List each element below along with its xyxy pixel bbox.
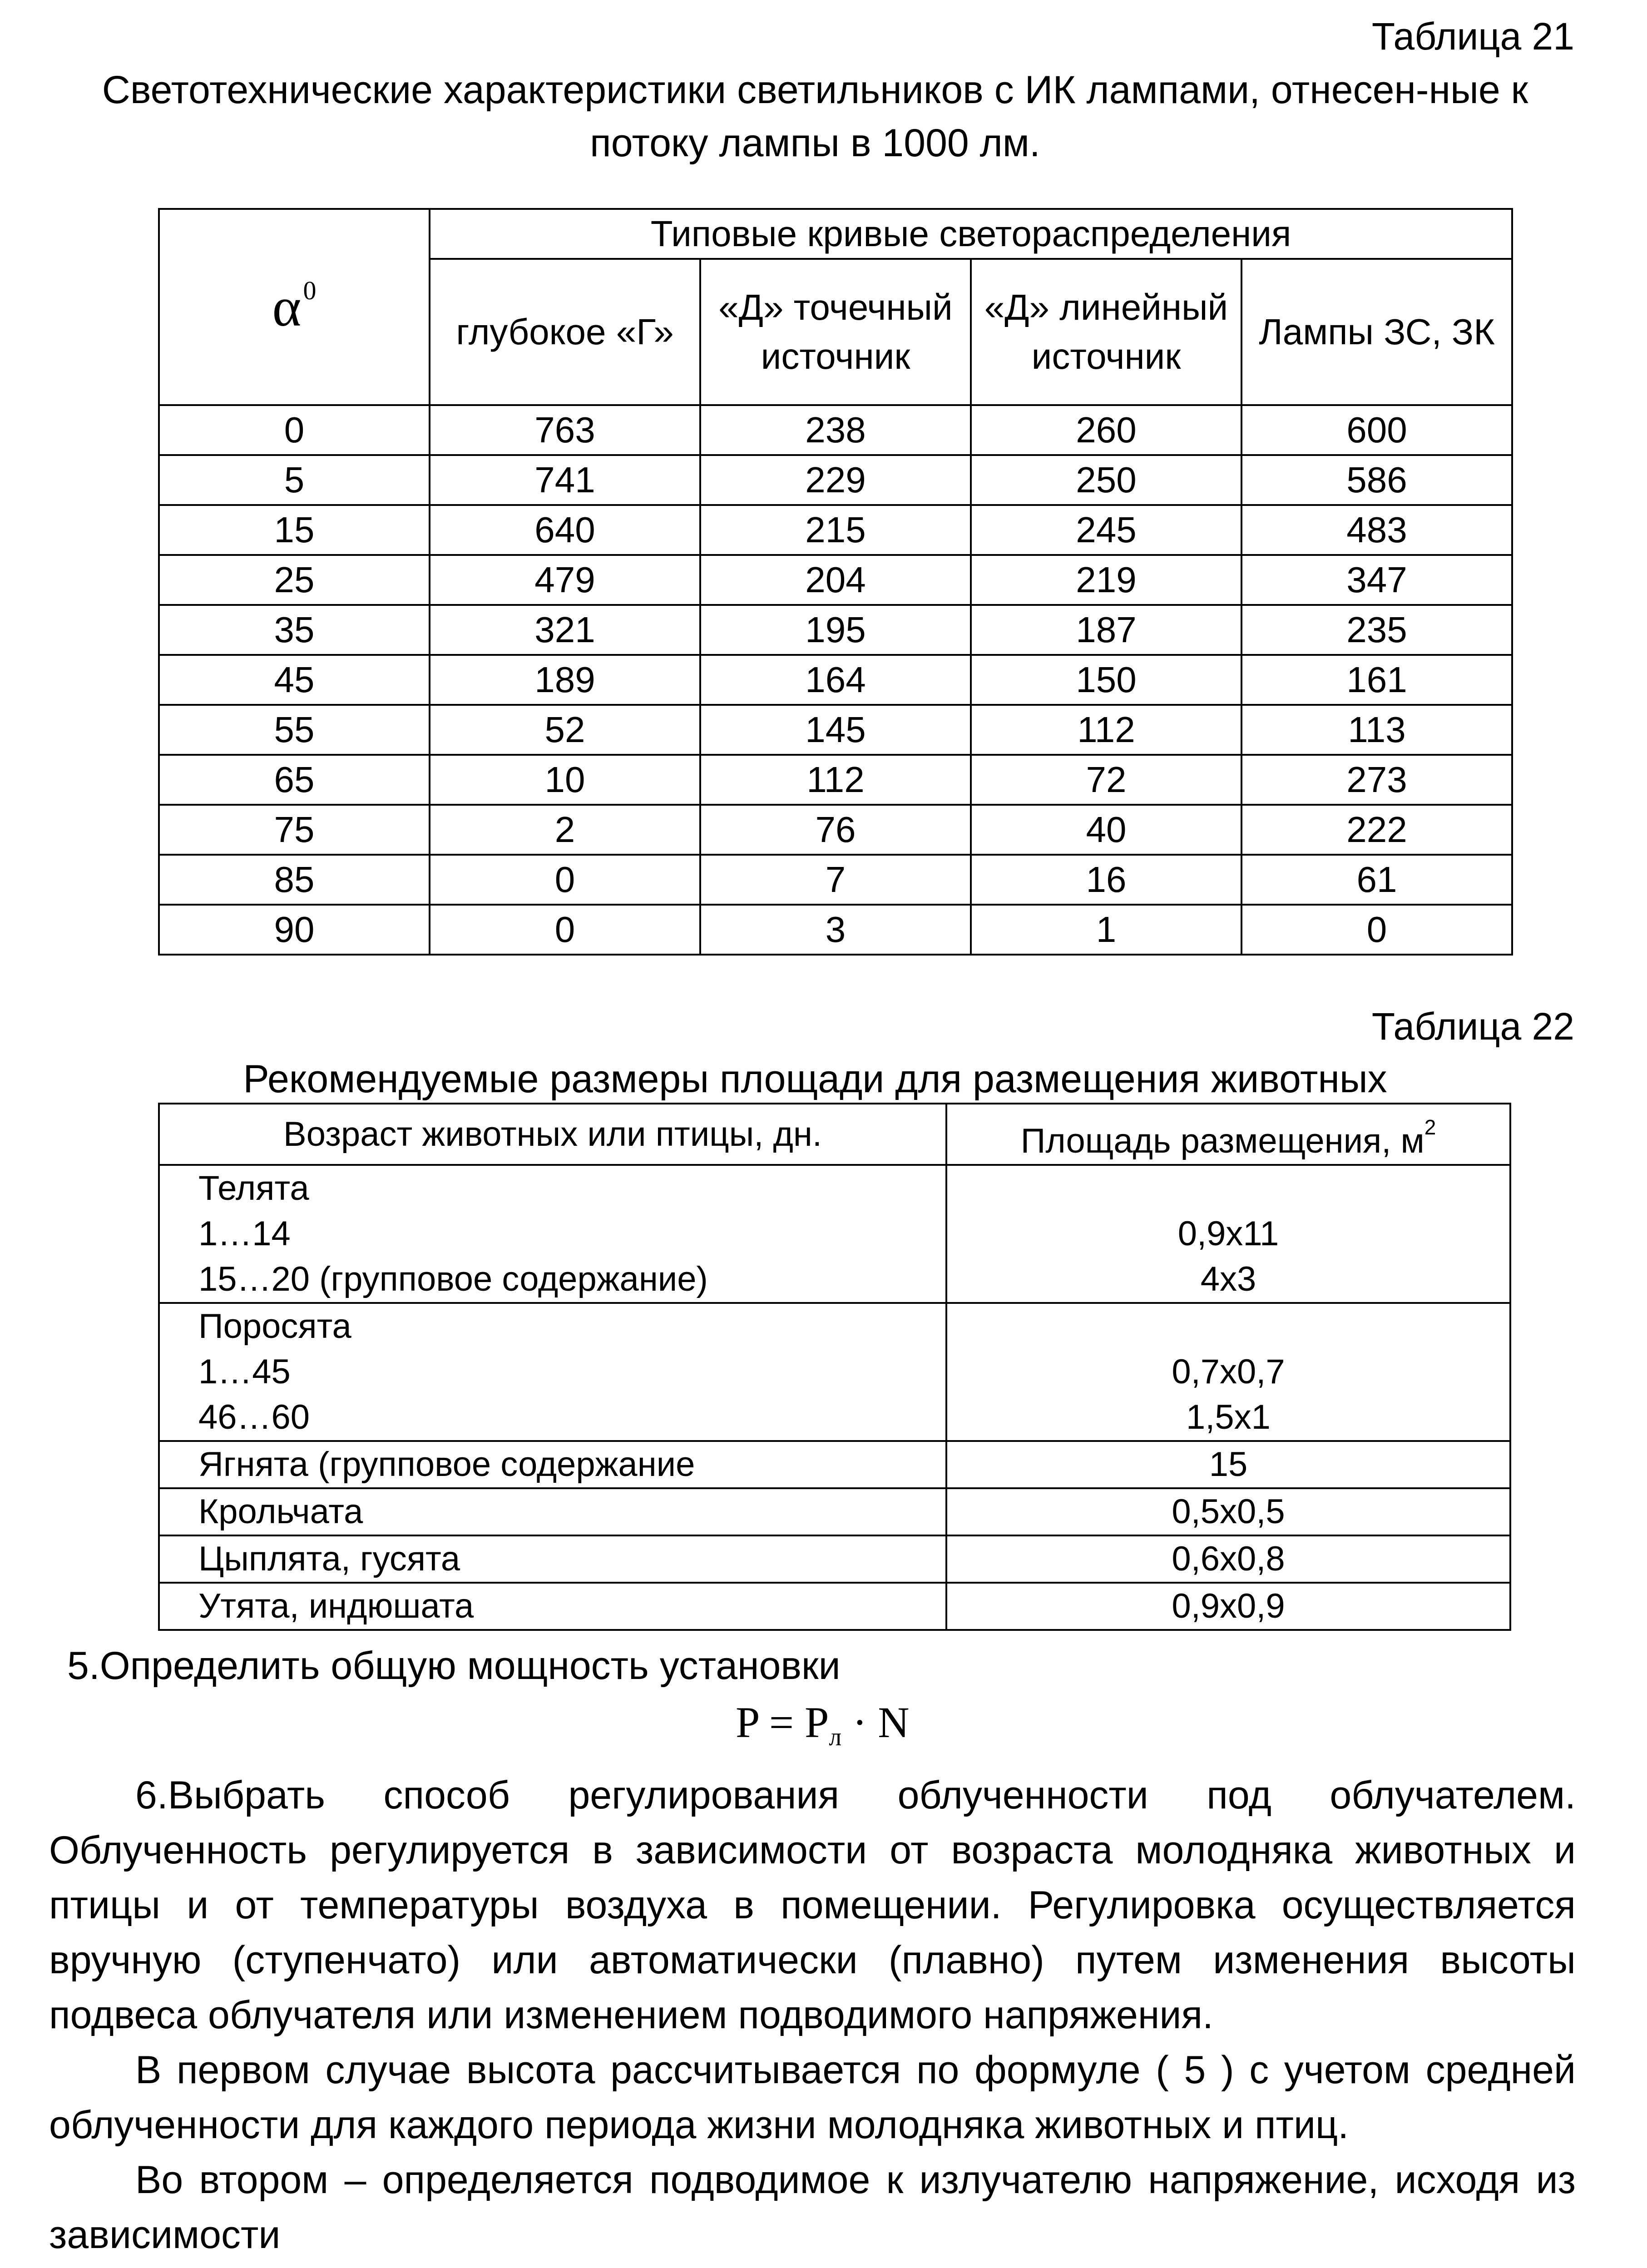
area-value-cell: 0,9х0,9 — [946, 1583, 1510, 1630]
table-cell: 479 — [430, 555, 700, 605]
table-cell: 586 — [1241, 455, 1512, 505]
animal-group-name: Поросята — [198, 1307, 351, 1346]
step6-paragraph: 6.Выбрать способ регулирования облученности под облучателем. Облученность регулируется в зависимости от возраста молодняка животных и птицы и от температуры воздуха в помещении. Регулировка осуществляется вручную (ступенчато) или автоматически (плавно) путем изменения высоты подвеса облучателя или изменением подводимого напряжения. — [49, 1773, 1576, 2037]
table-cell: 25 — [159, 555, 430, 605]
table-row — [159, 655, 1512, 705]
table-cell: 0 — [430, 855, 700, 905]
table-cell: 238 — [700, 405, 971, 455]
table-cell: 10 — [430, 755, 700, 805]
animal-group-cell — [159, 1165, 946, 1303]
table22-title: Рекомендуемые размеры площади для размещения животных — [243, 1057, 1387, 1101]
table-cell: 250 — [971, 455, 1241, 505]
table-cell: 150 — [971, 655, 1241, 705]
table-cell: 600 — [1241, 405, 1512, 455]
table-row — [159, 455, 1512, 505]
col-header-lamps: Лампы ЗС, ЗК — [1241, 259, 1512, 405]
table-cell: 0 — [430, 905, 700, 955]
col-header-point-source: «Д» точечный источник — [700, 259, 971, 405]
table-cell: 112 — [700, 755, 971, 805]
table-cell: 763 — [430, 405, 700, 455]
table-row — [159, 505, 1512, 555]
col-header-area: Площадь размещения, $м^2$ — [946, 1104, 1510, 1165]
table-cell: 483 — [1241, 505, 1512, 555]
table-cell: 40 — [971, 805, 1241, 855]
age-range: 1…14 — [198, 1214, 291, 1253]
table-cell: 90 — [159, 905, 430, 955]
table-row — [159, 1535, 1510, 1583]
animal-group-name: Телята — [198, 1169, 309, 1208]
table-cell: 215 — [700, 505, 971, 555]
table22-number: Таблица 22 — [1371, 1005, 1574, 1048]
table-cell: 235 — [1241, 605, 1512, 655]
table-cell: 195 — [700, 605, 971, 655]
table-cell: 187 — [971, 605, 1241, 655]
table22-animal-areas — [158, 1103, 1511, 1631]
table-row — [159, 405, 1512, 455]
table-cell: 75 — [159, 805, 430, 855]
area-group-cell — [946, 1165, 1510, 1303]
table-cell: 113 — [1241, 705, 1512, 755]
power-formula: $P = P_л \cdot N$ — [736, 1698, 910, 1751]
table-cell: 3 — [700, 905, 971, 955]
table-cell: 0 — [1241, 905, 1512, 955]
table-row — [159, 1583, 1510, 1630]
table-cell: 204 — [700, 555, 971, 605]
age-range: 46…60 — [198, 1398, 310, 1436]
table-row — [159, 805, 1512, 855]
table-cell: 45 — [159, 655, 430, 705]
table-cell: 55 — [159, 705, 430, 755]
table21-header-row — [159, 209, 1512, 259]
step5-text: 5.Определить общую мощность установки — [67, 1644, 841, 1688]
table-cell: 76 — [700, 805, 971, 855]
area-value: 1,5х1 — [1186, 1398, 1271, 1436]
table-cell: 16 — [971, 855, 1241, 905]
table22-header-row — [159, 1104, 1510, 1165]
second-case-paragraph: Во втором – определяется подводимое к излучателю напряжение, исходя из зависимости — [49, 2158, 1576, 2257]
table-row — [159, 1303, 1510, 1441]
area-value: 0,7х0,7 — [1172, 1352, 1285, 1391]
animal-name-cell: Утята, индюшата — [159, 1583, 946, 1630]
table-row — [159, 1165, 1510, 1303]
table-row — [159, 555, 1512, 605]
table-cell: 72 — [971, 755, 1241, 805]
table-cell: 229 — [700, 455, 971, 505]
age-range: 1…45 — [198, 1352, 291, 1391]
table-cell: 2 — [430, 805, 700, 855]
table-cell: 85 — [159, 855, 430, 905]
table-row — [159, 705, 1512, 755]
table-cell: 347 — [1241, 555, 1512, 605]
table21-light-distribution — [158, 208, 1513, 956]
animal-name-cell: Крольчата — [159, 1488, 946, 1535]
area-value-cell: 0,6х0,8 — [946, 1535, 1510, 1583]
table-cell: 260 — [971, 405, 1241, 455]
table-cell: 0 — [159, 405, 430, 455]
table-row — [159, 755, 1512, 805]
table21-title: Светотехнические характеристики светильников с ИК лампами, отнесен-ные к потоку лампы в 1000 лм. — [102, 68, 1528, 165]
table-cell: 321 — [430, 605, 700, 655]
area-value-cell: 0,5х0,5 — [946, 1488, 1510, 1535]
table-cell: 640 — [430, 505, 700, 555]
table21-number: Таблица 21 — [1371, 15, 1574, 58]
animal-group-cell — [159, 1303, 946, 1441]
table-row — [159, 1441, 1510, 1488]
table-cell: 741 — [430, 455, 700, 505]
table-cell: 273 — [1241, 755, 1512, 805]
table-cell: 1 — [971, 905, 1241, 955]
table-cell: 219 — [971, 555, 1241, 605]
age-range: 15…20 (групповое содержание) — [198, 1260, 708, 1298]
table-cell: 61 — [1241, 855, 1512, 905]
alpha-header-cell — [159, 209, 430, 405]
area-group-cell — [946, 1303, 1510, 1441]
table-row — [159, 855, 1512, 905]
table-cell: 52 — [430, 705, 700, 755]
table-cell: 35 — [159, 605, 430, 655]
table-cell: 164 — [700, 655, 971, 705]
table-cell: 222 — [1241, 805, 1512, 855]
table-row — [159, 1488, 1510, 1535]
table-cell: 161 — [1241, 655, 1512, 705]
col-header-deep: глубокое «Г» — [430, 259, 700, 405]
animal-name-cell: Цыплята, гусята — [159, 1535, 946, 1583]
table-cell: 245 — [971, 505, 1241, 555]
animal-name-cell: Ягнята (групповое содержание — [159, 1441, 946, 1488]
area-value-cell: 15 — [946, 1441, 1510, 1488]
alpha-symbol: $\alpha^0$ — [272, 276, 317, 338]
table-cell: 65 — [159, 755, 430, 805]
area-value: 4х3 — [1200, 1260, 1256, 1298]
first-case-paragraph: В первом случае высота рассчитывается по формуле ( 5 ) с учетом средней облученности для каждого периода жизни молодняка животных и птиц. — [49, 2048, 1576, 2147]
col-header-age: Возраст животных или птицы, дн. — [159, 1104, 946, 1165]
table-cell: 5 — [159, 455, 430, 505]
table-cell: 15 — [159, 505, 430, 555]
table-row — [159, 905, 1512, 955]
area-value: 0,9х11 — [1177, 1214, 1279, 1253]
table-cell: 145 — [700, 705, 971, 755]
table-cell: 7 — [700, 855, 971, 905]
col-header-linear-source: «Д» линейный источник — [971, 259, 1241, 405]
group-header-cell: Типовые кривые светораспределения — [430, 209, 1512, 259]
table-row — [159, 605, 1512, 655]
table-cell: 112 — [971, 705, 1241, 755]
table-cell: 189 — [430, 655, 700, 705]
